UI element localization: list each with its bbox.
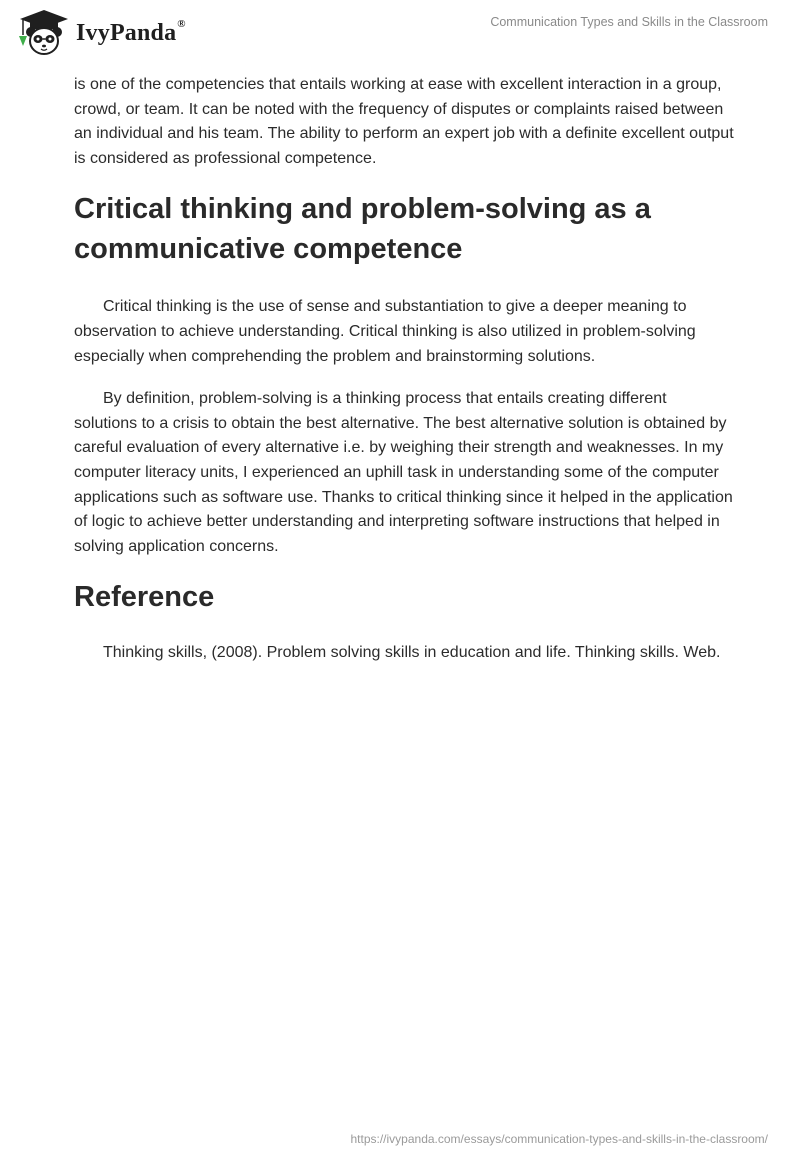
source-url[interactable]: https://ivypanda.com/essays/communication-types-and-skills-in-the-classroom/ — [350, 1132, 768, 1146]
section-heading: Critical thinking and problem-solving as a communicative competence — [74, 193, 651, 266]
intro-paragraph: is one of the competencies that entails working at ease with excellent interaction in a group, crowd, or team. It can be noted with the frequency of disputes or complaints raised between an individual and his team. The ability to perform an expert job with a definite excellent output is considered as professional competence. — [74, 76, 734, 167]
page-header — [0, 0, 800, 70]
body-paragraph: Critical thinking is the use of sense and substantiation to give a deeper meaning to observation to achieve understanding. Critical thinking is also utilized in problem-solving especially when comprehending the problem and brainstorming solutions. — [74, 298, 696, 365]
ivypanda-logo[interactable] — [14, 8, 186, 58]
reference-heading: Reference — [74, 581, 215, 614]
body-paragraph: By definition, problem-solving is a thinking process that entails creating different solutions to a crisis to obtain the best alternative. The best alternative solution is obtained by careful evaluation of every alternative i.e. by weighing their strength and weaknesses. In my computer literacy units, I experienced an uphill task in understanding some of the computer applications such as software use. Thanks to critical thinking since it helped in the application of logic to achieve better understanding and interpreting software instructions that helped in solving application concerns. — [74, 390, 733, 555]
brand-name: IvyPanda® — [76, 17, 186, 46]
essay-content — [74, 73, 734, 684]
document-title: Communication Types and Skills in the Classroom — [490, 15, 768, 29]
registered-mark: ® — [177, 17, 186, 30]
reference-entry: Thinking skills, (2008). Problem solving skills in education and life. Thinking skills. Web. — [103, 644, 721, 662]
panda-graduate-icon — [14, 8, 74, 58]
